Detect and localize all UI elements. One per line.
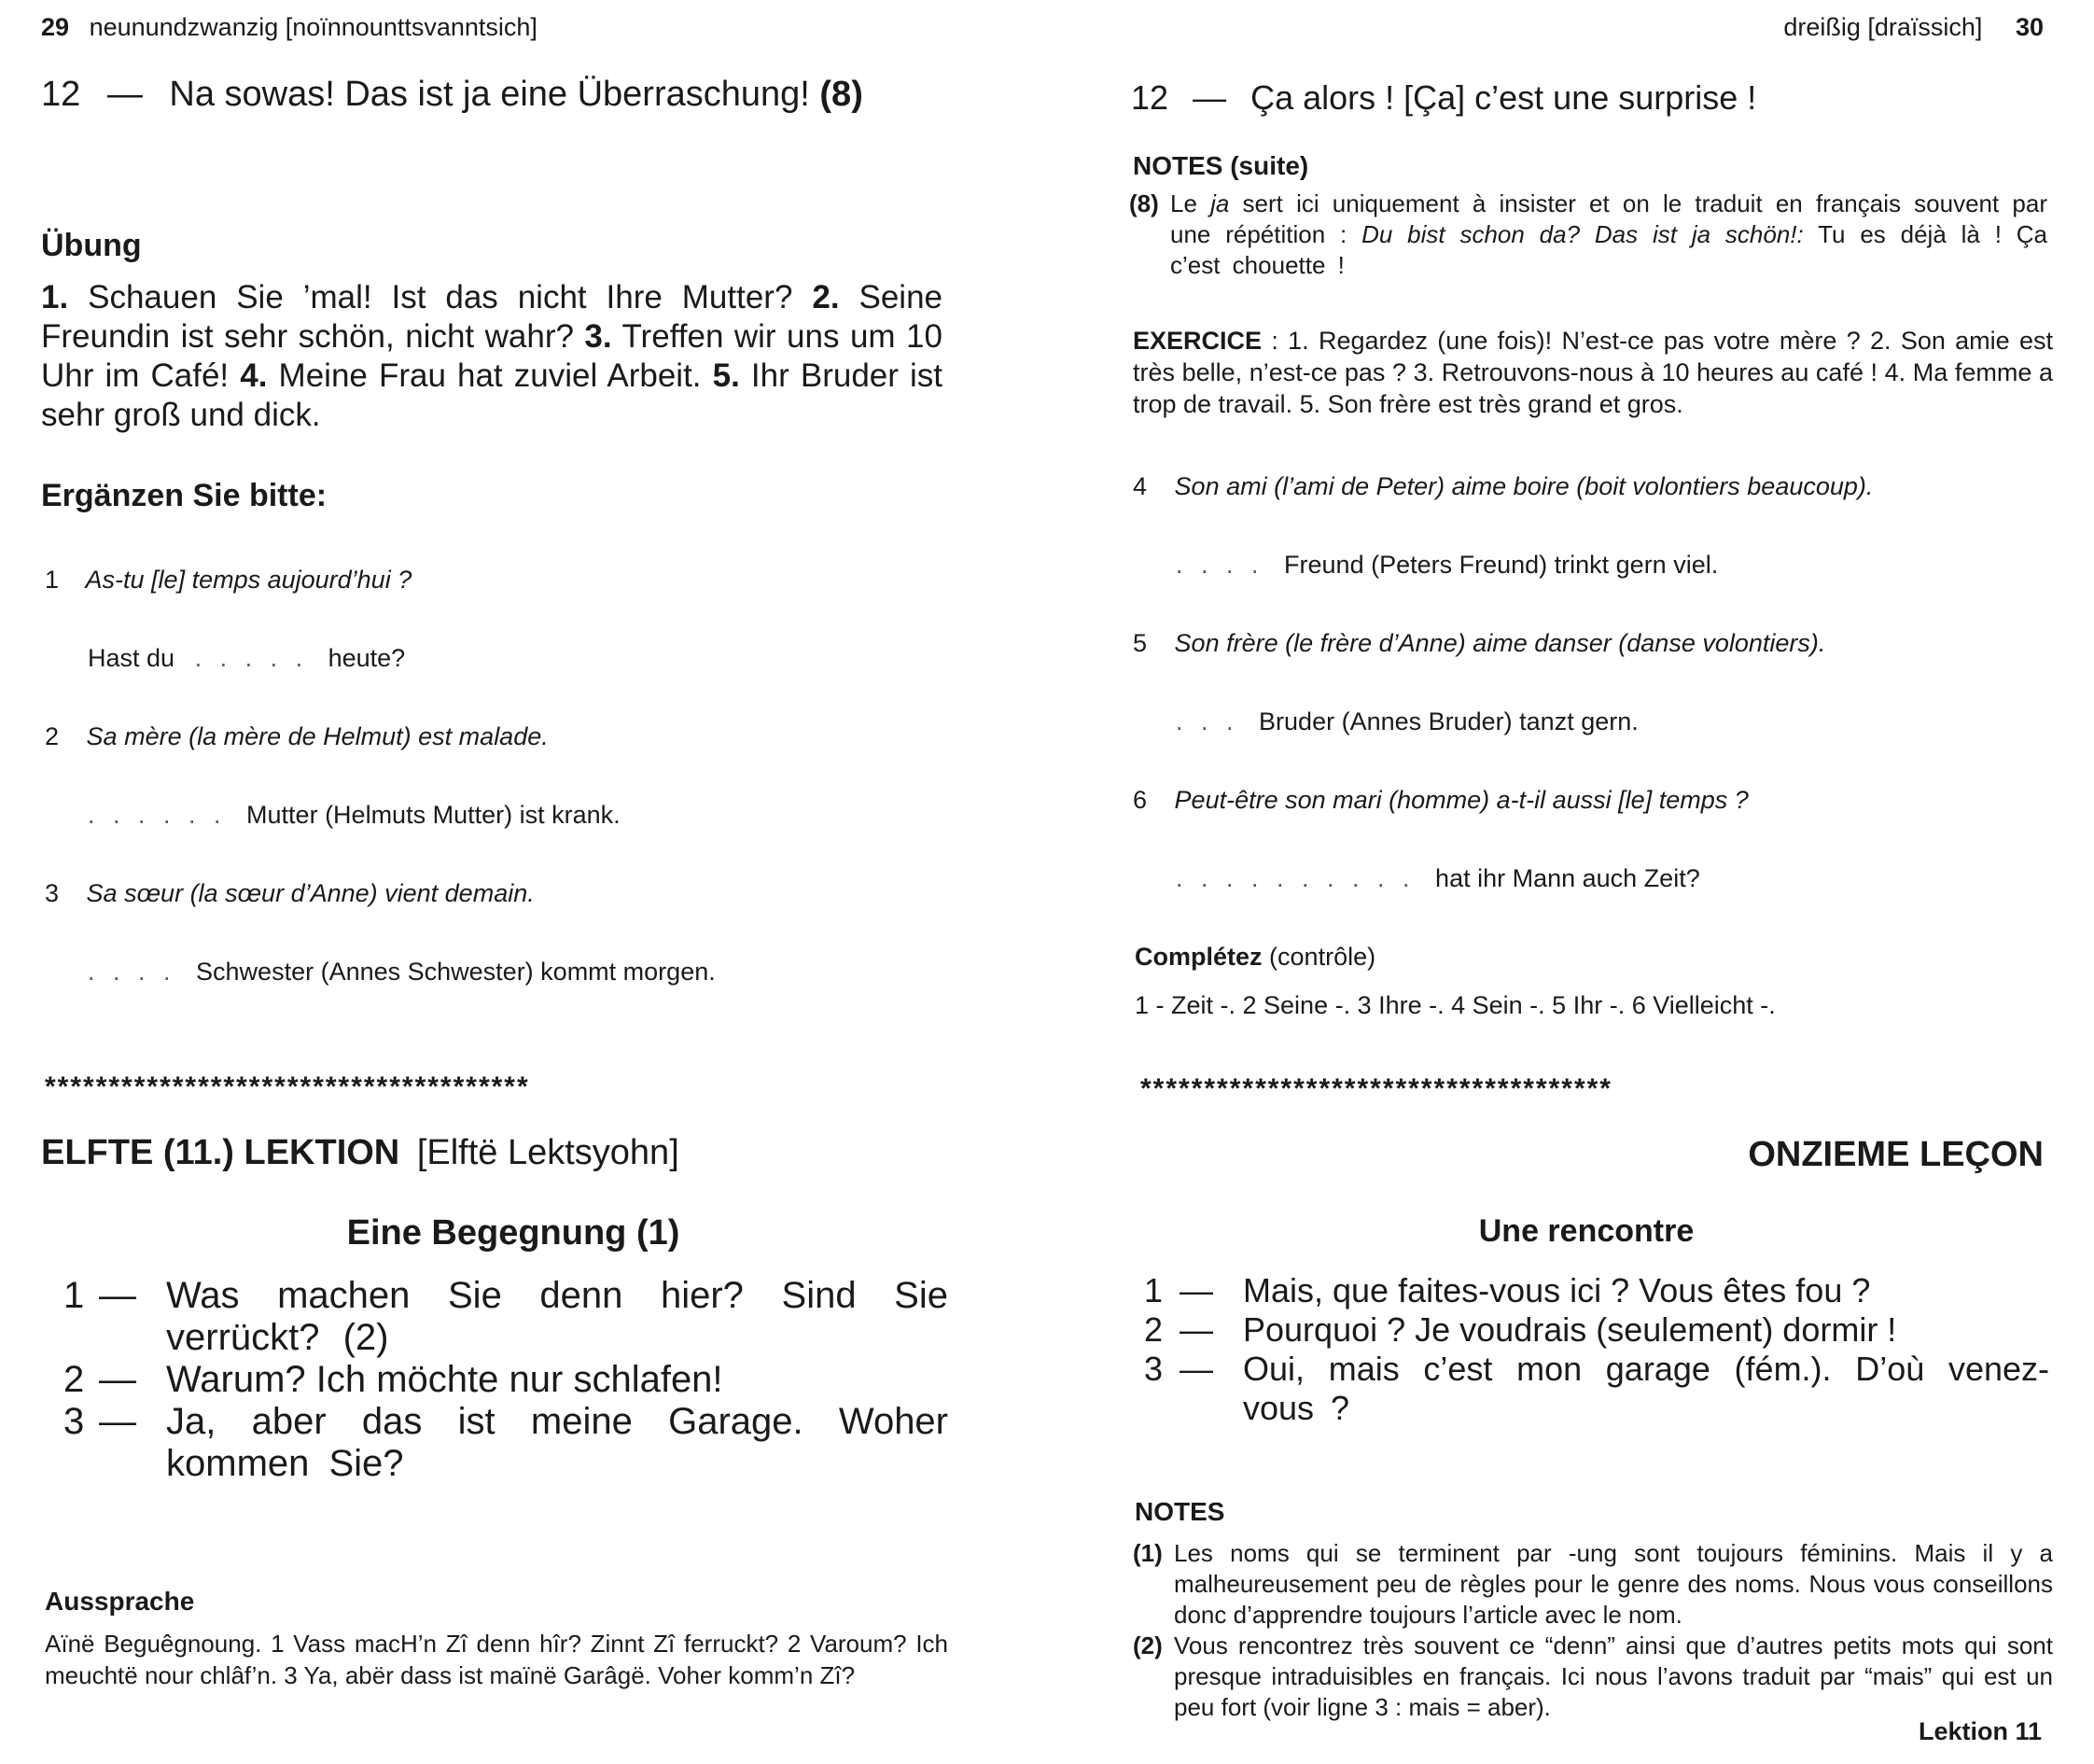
page-footer: Lektion 11 — [1918, 1717, 2042, 1745]
question-number: 1 — [45, 566, 60, 594]
completez-label: Complétez — [1135, 943, 1263, 971]
dialog-line-2 — [1144, 1310, 2049, 1350]
blank-dots: . . . . . — [194, 644, 309, 672]
answer-text-after: heute? — [328, 644, 406, 672]
uebung-item-4: Meine Frau hat zuviel Arbeit. — [278, 357, 702, 394]
uebung-item-2: Seine Freundin ist sehr schön, nicht wahr? — [41, 279, 943, 355]
dialog-line-3 — [1144, 1350, 2049, 1428]
note-text: Les noms qui se terminent par -ung sont toujours féminins. Mais il y a malheureusement peu de règles pour le genre des noms. Nous vous conseillons donc d’apprendre toujours l’article avec le nom. — [1174, 1539, 2053, 1629]
right-page-number: 30 — [2015, 13, 2044, 41]
uebung-title: Übung — [41, 228, 142, 263]
dialog-title: Eine Begegnung (1) — [346, 1213, 680, 1253]
item-number: 4. — [240, 357, 268, 394]
question-french: As-tu [le] temps aujourd’hui ? — [85, 566, 412, 594]
line-number: 3 — [63, 1401, 85, 1442]
exercise-answer-6 — [1176, 864, 1700, 893]
completez-answers: 1 - Zeit -. 2 Seine -. 3 Ihre -. 4 Sein -. 5 Ihr -. 6 Vielleicht -. — [1135, 991, 1776, 1019]
line-number: 12 — [41, 75, 81, 114]
answer-text-after: Mutter (Helmuts Mutter) ist krank. — [246, 801, 621, 829]
uebung-text — [41, 278, 942, 435]
answer-text: Freund (Peters Freund) trinkt gern viel. — [1284, 551, 1719, 579]
item-number: 1. — [41, 279, 69, 315]
dialog-dash: — — [1180, 1271, 1213, 1309]
note-text-part: Tu es déjà là ! Ça c’est chouette ! — [1170, 220, 2047, 279]
note-text — [1170, 189, 2047, 281]
section-divider-stars: ************************************* — [1140, 1073, 1612, 1104]
note-1 — [1133, 1538, 2053, 1631]
line-number: 2 — [63, 1359, 85, 1400]
exercise-answer-1 — [88, 644, 405, 673]
line-number: 1 — [1144, 1271, 1164, 1309]
line-text: Oui, mais c’est mon garage (fém.). D’où venez-vous ? — [1243, 1350, 2049, 1427]
completez-title — [1135, 941, 1375, 973]
note-keyword: ja — [1210, 189, 1230, 217]
dialog-line-1 — [63, 1275, 948, 1359]
blank-dots: . . . . — [88, 958, 176, 986]
exercice-label: EXERCICE — [1133, 327, 1263, 355]
completez-subtitle: (contrôle) — [1269, 943, 1376, 971]
notes-title: NOTES — [1135, 1497, 1225, 1526]
question-number: 5 — [1133, 629, 1148, 657]
dialog-lines — [63, 1275, 948, 1485]
line-text: Ça alors ! [Ça] c’est une surprise ! — [1250, 78, 1757, 117]
item-number: 5. — [712, 357, 740, 394]
question-number: 6 — [1133, 786, 1148, 814]
question-french: Sa sœur (la sœur d’Anne) vient demain. — [86, 879, 535, 907]
left-page — [0, 0, 1026, 1764]
question-french: Son frère (le frère d’Anne) aime danser (danse volontiers). — [1174, 629, 1826, 657]
lesson-title — [41, 1133, 679, 1173]
dialog-dash: — — [1180, 1350, 1213, 1388]
line-text: Ja, aber das ist meine Garage. Woher kommen Sie? — [166, 1401, 948, 1484]
left-line-12 — [41, 75, 863, 115]
blank-dots: . . . . . . . . . . — [1176, 864, 1416, 892]
dialog-dash: — — [1180, 1310, 1213, 1349]
lesson-title-text: ELFTE (11.) LEKTION — [41, 1133, 400, 1172]
dialog-lines-fr — [1144, 1271, 2049, 1428]
note-number: (2) — [1133, 1631, 1163, 1659]
line-number: 1 — [63, 1275, 85, 1316]
exercise-answer-4 — [1176, 551, 1718, 580]
line-text: Warum? Ich möchte nur schlafen! — [166, 1359, 723, 1400]
dialog-dash: — — [1193, 78, 1227, 117]
dialog-title-fr: Une rencontre — [1478, 1213, 1695, 1249]
exercise-answer-2 — [88, 801, 621, 830]
uebung-item-1: Schauen Sie ’mal! Ist das nicht Ihre Mutter? — [88, 279, 793, 315]
exercise-question-4 — [1133, 472, 1873, 501]
dialog-dash: — — [99, 1401, 136, 1442]
exercise-answer-5 — [1176, 707, 1639, 736]
exercise-question-5 — [1133, 629, 1825, 658]
blank-dots: . . . . — [1176, 551, 1264, 579]
dialog-dash: — — [99, 1275, 136, 1316]
ergaenzen-title: Ergänzen Sie bitte: — [41, 478, 328, 513]
left-page-number: 29 — [41, 13, 70, 41]
right-page-header — [1783, 13, 2044, 42]
blank-dots: . . . . . . — [88, 801, 227, 829]
left-page-header — [41, 13, 537, 42]
item-number: 3. — [584, 318, 612, 355]
lesson-title-fr: ONZIEME LEÇON — [1748, 1135, 2044, 1174]
dialog-line-1 — [1144, 1271, 2049, 1310]
notes-suite-title: NOTES (suite) — [1133, 151, 1309, 180]
note-2 — [1133, 1631, 2053, 1723]
note-text-part: sert ici uniquement à insister et on le traduit en français souvent par une répétition : — [1170, 189, 2047, 248]
question-french: Peut-être son mari (homme) a-t-il aussi [le] temps ? — [1174, 786, 1749, 814]
dialog-dash: — — [106, 75, 143, 114]
uebung-item-5: Ihr Bruder ist sehr groß und dick. — [41, 357, 942, 433]
line-text: Na sowas! Das ist ja eine Überraschung! — [169, 75, 810, 114]
uebung-item-3: Treffen wir uns um 10 Uhr im Café! — [41, 318, 942, 394]
question-number: 2 — [45, 722, 60, 750]
question-french: Son ami (l’ami de Peter) aime boire (boit volontiers beaucoup). — [1174, 472, 1874, 500]
question-number: 3 — [45, 879, 60, 907]
blank-dots: . . . — [1176, 707, 1239, 735]
exercise-question-1 — [45, 566, 412, 595]
exercise-answer-3 — [88, 958, 716, 987]
exercise-question-6 — [1133, 786, 1749, 815]
note-text: Vous rencontrez très souvent ce “denn” ainsi que d’autres petits mots qui sont presque intraduisibles en français. Ici nous l’avons traduit par “mais” qui est un peu fort (voir ligne 3 : mais = aber). — [1174, 1631, 2053, 1721]
note-example: Du bist schon da? Das ist ja schön!: — [1361, 220, 1804, 248]
question-number: 4 — [1133, 472, 1148, 500]
section-divider-stars: ************************************** — [45, 1071, 530, 1102]
lesson-pronunciation: [Elftë Lektsyohn] — [416, 1133, 679, 1172]
line-number: 2 — [1144, 1310, 1164, 1349]
answer-text: hat ihr Mann auch Zeit? — [1435, 864, 1700, 892]
aussprache-text: Aïnë Beguêgnoung. 1 Vass macH’n Zî denn hîr? Zinnt Zî ferruckt? 2 Varoum? Ich meuchtë nour chlâf’n. 3 Ya, abër dass ist maïnë Garâgë. Voher komm’n Zî? — [45, 1630, 948, 1689]
right-page-title: dreißig [draïssich] — [1783, 13, 1983, 41]
note-number: (8) — [1129, 189, 1159, 217]
exercise-question-2 — [45, 722, 549, 751]
note-8 — [1129, 189, 2047, 281]
question-french: Sa mère (la mère de Helmut) est malade. — [86, 722, 549, 750]
exercice-text: : 1. Regardez (une fois)! N’est-ce pas votre mère ? 2. Son amie est très belle, n’est-ce pas ? 3. Retrouvons-nous à 10 heures au café ! 4. Ma femme a trop de travail. 5. Son frère est très grand et gros. — [1133, 327, 2053, 418]
notes-list — [1133, 1538, 2053, 1723]
note-text-part: Le — [1170, 189, 1197, 217]
line-number: 12 — [1131, 78, 1169, 117]
note-number: (1) — [1133, 1539, 1163, 1567]
right-line-12 — [1131, 78, 1756, 118]
right-page — [1120, 0, 2053, 1764]
item-number: 2. — [812, 279, 840, 315]
line-number: 3 — [1144, 1350, 1164, 1388]
aussprache-title: Aussprache — [45, 1587, 195, 1616]
left-page-title: neunundzwanzig [noïnnounttsvanntsich] — [89, 13, 537, 41]
dialog-dash: — — [99, 1359, 136, 1400]
line-text: Was machen Sie denn hier? Sind Sie verrückt? (2) — [166, 1275, 948, 1358]
answer-text-before: Hast du — [88, 644, 175, 672]
note-ref: (8) — [819, 75, 863, 114]
line-text: Mais, que faites-vous ici ? Vous êtes fou ? — [1243, 1271, 1871, 1309]
dialog-line-2 — [63, 1359, 948, 1401]
dialog-line-3 — [63, 1401, 948, 1485]
answer-text: Bruder (Annes Bruder) tanzt gern. — [1259, 707, 1639, 735]
exercise-question-3 — [45, 879, 535, 908]
exercice-translation — [1133, 325, 2053, 420]
line-text: Pourquoi ? Je voudrais (seulement) dormir ! — [1243, 1310, 1897, 1349]
answer-text-after: Schwester (Annes Schwester) kommt morgen. — [196, 958, 716, 986]
